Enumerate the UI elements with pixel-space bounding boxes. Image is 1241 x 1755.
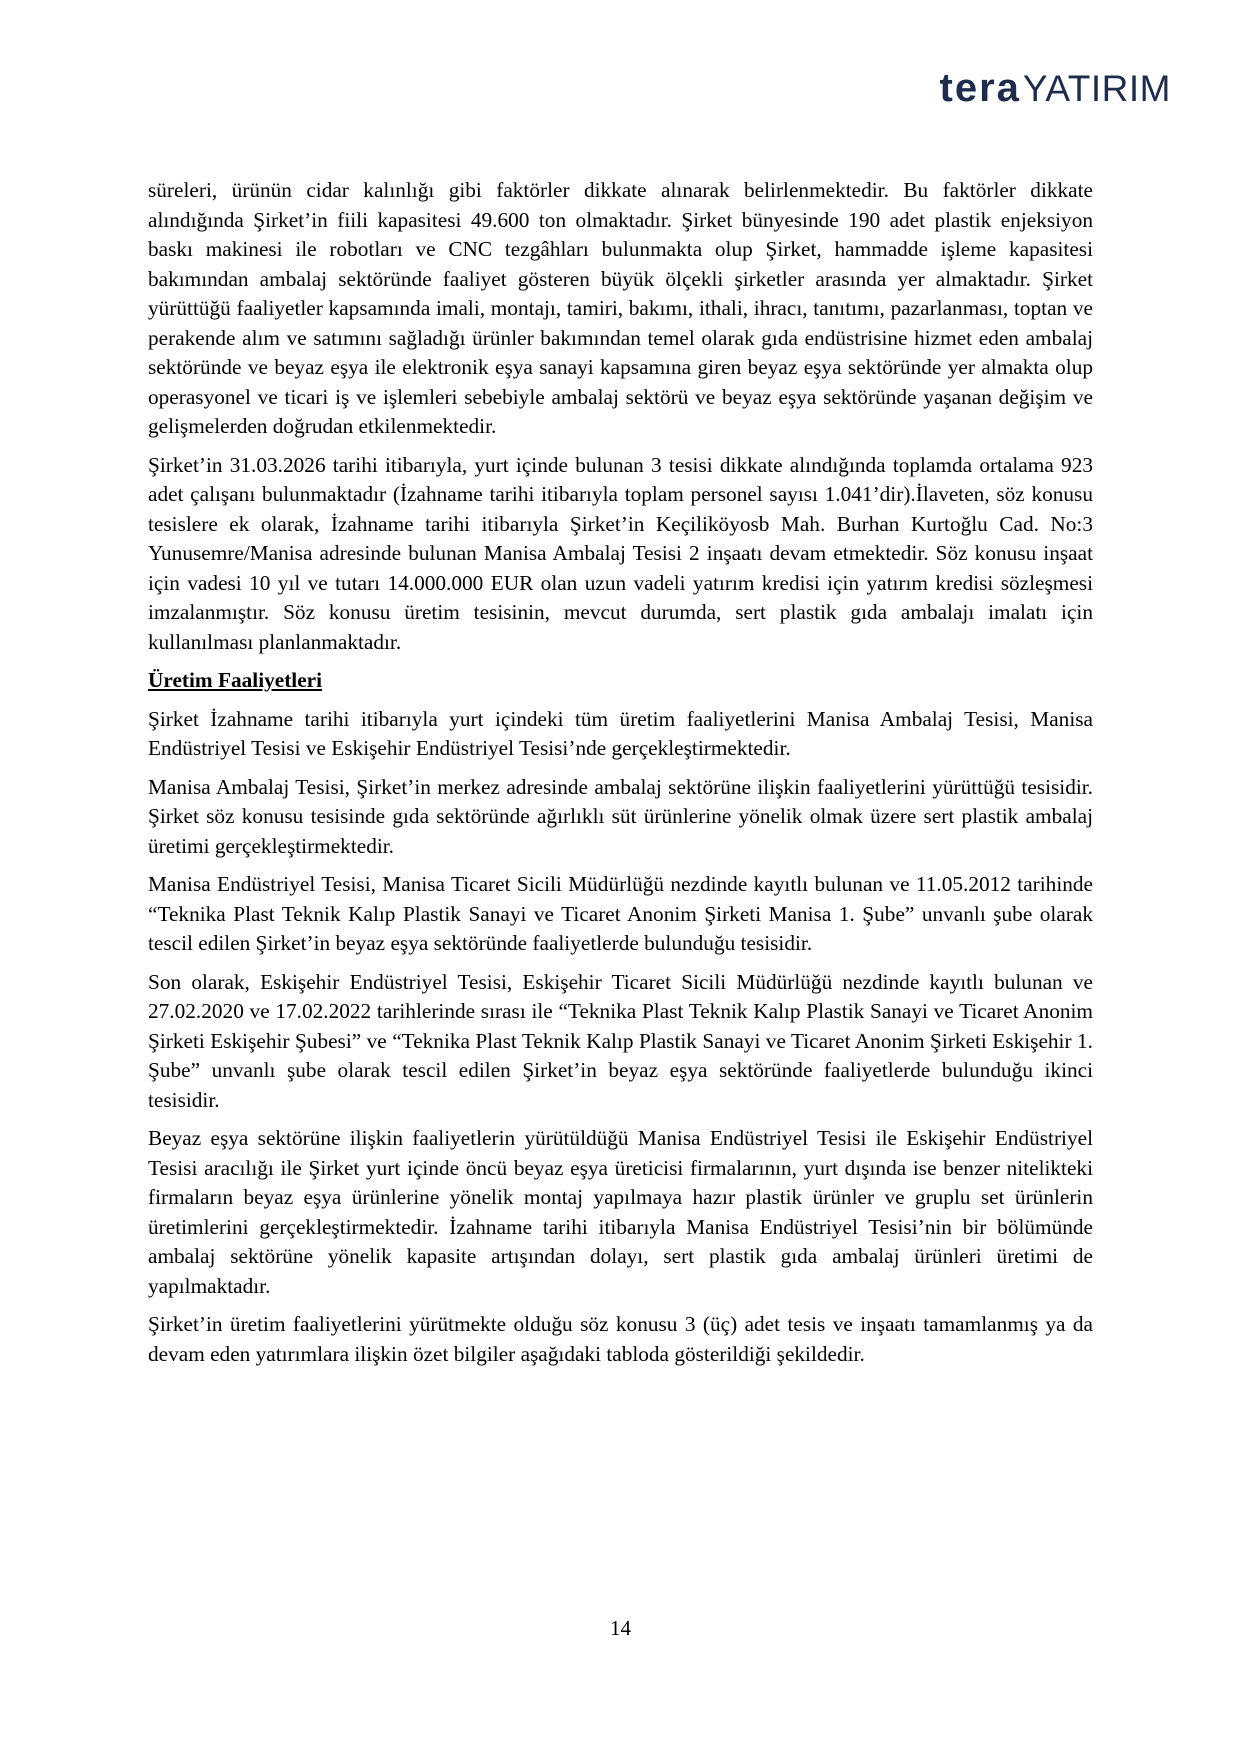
paragraph: Manisa Endüstriyel Tesisi, Manisa Ticaret Sicili Müdürlüğü nezdinde kayıtlı bulunan ve 11.05.2012 tarihinde “Teknika Plast Teknik Kalıp Plastik Sanayi ve Ticaret Anonim Şirketi Manisa 1. Şube” unvanlı şube olarak tescil edilen Şirket’in beyaz eşya sektöründe faaliyetlerde bulunduğu tesisidir. <box>148 872 1093 955</box>
paragraph: Manisa Ambalaj Tesisi, Şirket’in merkez adresinde ambalaj sektörüne ilişkin faaliyetlerini yürüttüğü tesisidir. Şirket söz konusu tesisinde gıda sektöründe ağırlıklı süt ürünlerine yönelik olmak üzere sert plastik ambalaj üretimi gerçekleştirmektedir. <box>148 774 1093 858</box>
paragraph: Şirket’in 31.03.2026 tarihi itibarıyla, yurt içinde bulunan 3 tesisi dikkate alındığında toplamda ortalama 923 adet çalışanı bulunmaktadır (İzahname tarihi itibarıyla toplam personel sayısı 1.041’dir).İlaveten, söz konusu tesislere ek olarak, İzahname tarihi itibarıyla Şirket’in Keçiliköyosb Mah. Burhan Kurtoğlu Cad. No:3 Yunusemre/Manisa adresinde bulunan Manisa Ambalaj Tesisi 2 inşaatı devam etmektedir. Söz konusu inşaat için vadesi 10 yıl ve tutarı 14.000.000 EUR olan uzun vadeli yatırım kredisi için yatırım kredisi sözleşmesi imzalanmıştır. Söz konusu üretim tesisinin, mevcut durumda, sert plastik gıda ambalajı imalatı için kullanılması planlanmaktadır. <box>148 452 1093 654</box>
paragraph: Son olarak, Eskişehir Endüstriyel Tesisi, Eskişehir Ticaret Sicili Müdürlüğü nezdinde kayıtlı bulunan ve 27.02.2020 ve 17.02.2022 tarihlerinde sırası ile “Teknika Plast Teknik Kalıp Plastik Sanayi ve Ticaret Anonim Şirketi Eskişehir Şubesi” ve “Teknika Plast Teknik Kalıp Plastik Sanayi ve Ticaret Anonim Şirketi Eskişehir 1. Şube” unvanlı şube olarak tescil edilen Şirket’in beyaz eşya sektöründe faaliyetlerde bulunduğu ikinci tesisidir. <box>148 969 1093 1112</box>
section-heading: Üretim Faaliyetleri <box>148 668 323 692</box>
logo-brand-text: tera <box>939 66 1021 110</box>
paragraph: süreleri, ürünün cidar kalınlığı gibi faktörler dikkate alınarak belirlenmektedir. Bu faktörler dikkate alındığında Şirket’in fiili kapasitesi 49.600 ton olmaktadır. Şirket bünyesinde 190 adet plastik enjeksiyon baskı makinesi ile robotları ve CNC tezgâhları bulunmakta olup Şirket, hammadde işleme kapasitesi bakımından ambalaj sektöründe faaliyet gösteren büyük ölçekli şirketler arasında yer almaktadır. Şirket yürüttüğü faaliyetler kapsamında imali, montajı, tamiri, bakımı, ithali, ihracı, tanıtımı, pazarlanması, toptan ve perakende alım ve satımını sağladığı ürünler bakımından temel olarak gıda endüstrisine hizmet eden ambalaj sektöründe ve beyaz eşya ile elektronik eşya sanayi kapsamına giren beyaz eşya sektöründe yer almakta olup operasyonel ve ticari iş ve işlemleri sebebiyle ambalaj sektörü ve beyaz eşya sektöründe yaşanan değişim ve gelişmelerden doğrudan etkilenmektedir. <box>148 178 1093 438</box>
paragraph: Şirket İzahname tarihi itibarıyla yurt içindeki tüm üretim faaliyetlerini Manisa Ambalaj Tesisi, Manisa Endüstriyel Tesisi ve Eskişehir Endüstriyel Tesisi’nde gerçekleştirmektedir. <box>148 706 1093 760</box>
company-logo <box>940 66 1171 111</box>
page-number: 14 <box>610 1616 631 1640</box>
logo-sub-text: YATIRIM <box>1022 68 1171 109</box>
paragraph: Beyaz eşya sektörüne ilişkin faaliyetlerin yürütüldüğü Manisa Endüstriyel Tesisi ile Eskişehir Endüstriyel Tesisi aracılığı ile Şirket yurt içinde öncü beyaz eşya üreticisi firmalarının, yurt dışında ise benzer nitelikteki firmaların beyaz eşya ürünlerine yönelik montaj yapılmaya hazır plastik ürünler ve gruplu set ürünlerin üretimlerini gerçekleştirmektedir. İzahname tarihi itibarıyla Manisa Endüstriyel Tesisi’nin bir bölümünde ambalaj sektörüne yönelik kapasite artışından dolayı, sert plastik gıda ambalaj ürünleri üretimi de yapılmaktadır. <box>148 1126 1093 1298</box>
document-body <box>148 176 1093 1378</box>
paragraph: Şirket’in üretim faaliyetlerini yürütmekte olduğu söz konusu 3 (üç) adet tesis ve inşaatı tamamlanmış ya da devam eden yatırımlara ilişkin özet bilgiler aşağıdaki tabloda gösterildiği şekildedir. <box>148 1312 1093 1366</box>
